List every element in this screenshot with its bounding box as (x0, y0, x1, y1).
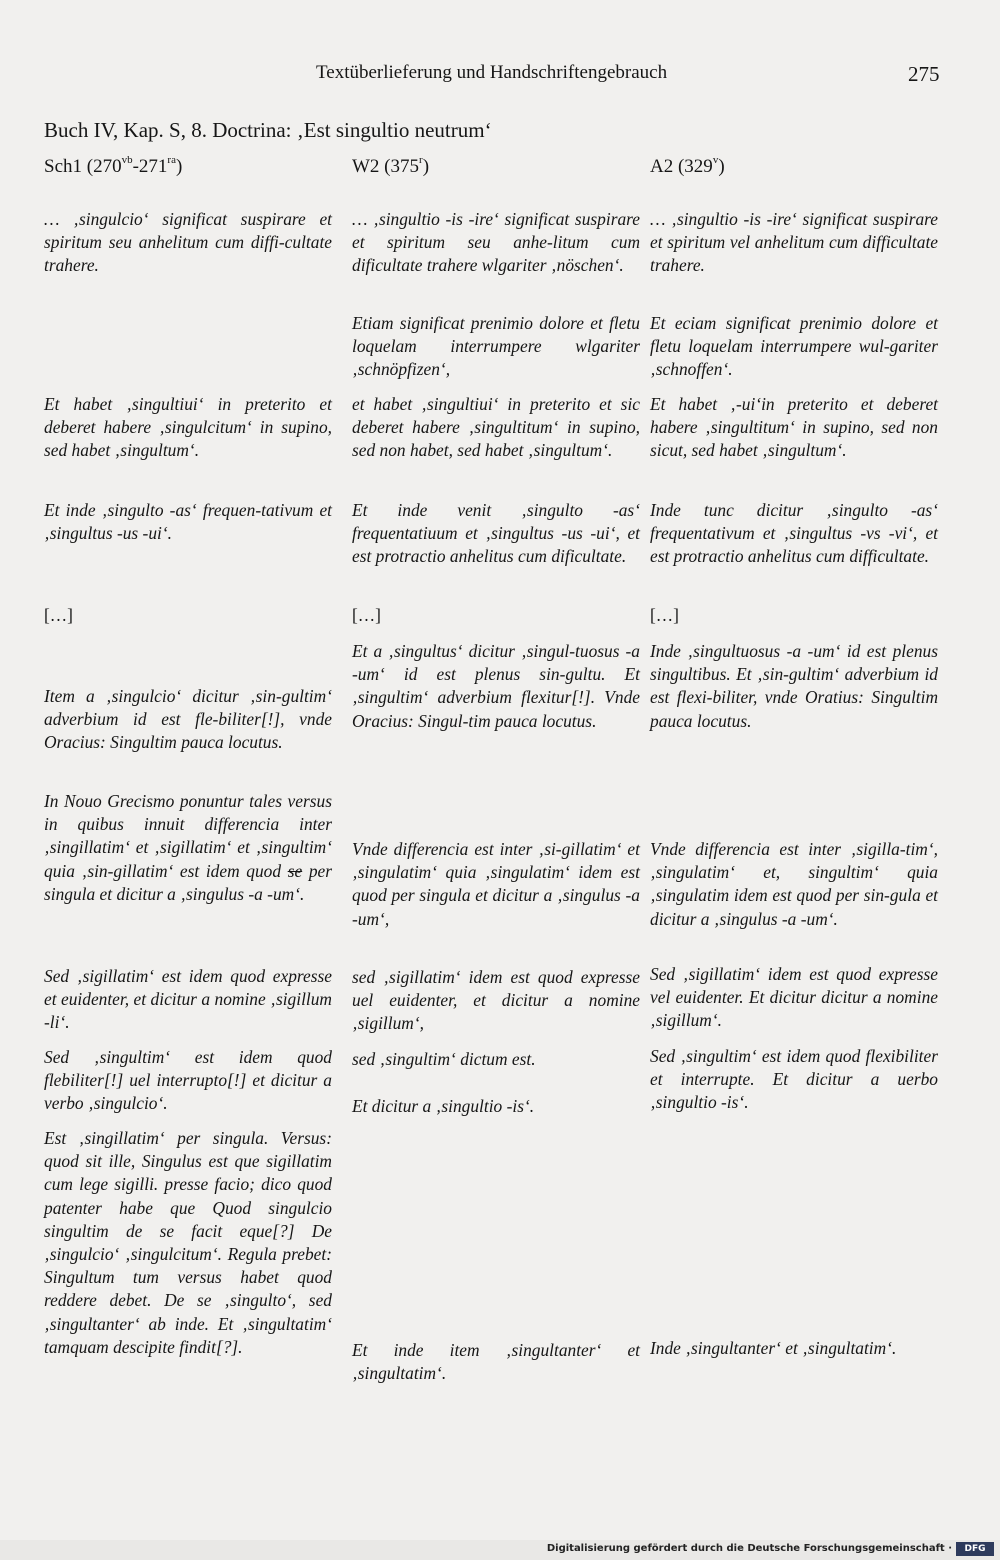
struck-word: se (287, 860, 303, 881)
column-heading-sch1: Sch1 $(270^{vb}-271^{ra})$ (44, 153, 183, 177)
text-block: Sed ‚sigillatim‘ est idem quod expresse et euidenter, et dicitur a nomine ‚sigillum -li‘. (44, 966, 332, 1033)
text-block: sed ‚singultim‘ dictum est. (352, 1049, 536, 1069)
text-block: Et a ‚singultus‘ dicitur ‚singul-tuosus -a -um‘ id est plenus sin-gultu. Et ‚singultim‘ adverbium flexitur[!]. Vnde Oracius: Singul-tim pauca locutus. (352, 641, 640, 731)
text-block: Inde ‚singultanter‘ et ‚singultatim‘. (650, 1338, 897, 1358)
dfg-logo: DFG (956, 1542, 994, 1556)
omission-mark: […] (352, 605, 381, 625)
page-number: 275 (908, 62, 940, 86)
text-block: … ‚singulcio‘ significat suspirare et spiritum seu anhelitum cum diffi-cultate trahere. (44, 209, 332, 276)
column-heading-w2: W2 (375$^r$) (352, 153, 430, 177)
text-block: Item a ‚singulcio‘ dicitur ‚sin-gultim‘ adverbium id est fle-biliter[!], vnde Oracius: Singultim pauca locutus. (44, 686, 332, 753)
text-block: In Nouo Grecismo ponuntur tales versus in quibus innuit differencia inter ‚singillatim‘ et ‚sigillatim‘ et ‚singultim‘ quia ‚sin-gillatim‘ est idem quod se per singula et dicitur a ‚singulus -a -um‘. (44, 791, 332, 904)
text-block: et habet ‚singultiui‘ in preterito et sic deberet habere ‚singultitum‘ in supino, sed non habet, sed habet ‚singultum‘. (352, 394, 640, 461)
text-block: Inde ‚singultuosus -a -um‘ id est plenus singultibus. Et ‚sin-gultim‘ adverbium id est flexi-biliter, vnde Oratius: Singultim pauca locutus. (650, 641, 938, 731)
text-block: Vnde differencia est inter ‚si-gillatim‘ et ‚singulatim‘ quia ‚singulatim‘ idem est quod per singula et dicitur a ‚singulus -a -um‘, (352, 839, 640, 929)
text-block: Etiam significat prenimio dolore et fletu loquelam interrumpere wlgariter ‚schnöpfizen‘, (352, 313, 640, 380)
running-title: Textüberlieferung und Handschriftengebrauch (316, 62, 668, 83)
digitization-footer (0, 1540, 1000, 1560)
section-title: Buch IV, Kap. S, 8. Doctrina: ‚Est singultio neutrum‘ (44, 118, 492, 142)
omission-mark: […] (650, 605, 679, 625)
text-block: Et inde venit ‚singulto -as‘ frequentatiuum et ‚singultus -us -ui‘, et est protractio anhelitus cum dificultate. (352, 500, 640, 567)
column-heading-a2: A2 (329$^v$) (650, 153, 725, 177)
text-block: sed ‚sigillatim‘ idem est quod expresse uel euidenter, et dicitur a nomine ‚sigillum‘, (352, 967, 640, 1034)
text-block: Et dicitur a ‚singultio -is‘. (352, 1096, 535, 1116)
text-block: Et habet ‚-ui‘in preterito et deberet habere ‚singultitum‘ in supino, sed non sicut, sed habet ‚singultum‘. (650, 394, 938, 461)
text-block: Inde tunc dicitur ‚singulto -as‘ frequentativum et ‚singultus -vs -vi‘, et est protractio anhelitus cum difficultate. (650, 500, 938, 567)
text-block: Et eciam significat prenimio dolore et fletu loquelam interrumpere wul-gariter ‚schnoffen‘. (650, 313, 938, 380)
text-block: … ‚singultio -is -ire‘ significat suspirare et spiritum vel anhelitum cum difficultate trahere. (650, 209, 938, 276)
text-block: Sed ‚singultim‘ est idem quod flebiliter[!] uel interrupto[!] et dicitur a verbo ‚singulcio‘. (44, 1047, 332, 1114)
text-block: Sed ‚sigillatim‘ idem est quod expresse vel euidenter. Et dicitur dicitur a nomine ‚sigillum‘. (650, 964, 938, 1031)
text-block: Et habet ‚singultiui‘ in preterito et deberet habere ‚singulcitum‘ in supino, sed habet ‚singultum‘. (44, 394, 332, 461)
running-head (0, 62, 1000, 92)
text-block: Et inde ‚singulto -as‘ frequen-tativum et ‚singultus -us -ui‘. (44, 500, 332, 544)
funding-credit: Digitalisierung gefördert durch die Deutsche Forschungsgemeinschaft · (546, 1543, 952, 1554)
omission-mark: […] (44, 605, 73, 625)
text-block: Vnde differencia est inter ‚sigilla-tim‘, ‚singulatim‘ et, singultim‘ quia ‚singulatim idem est quod per sin-gula et dicitur a ‚singulus -a -um‘. (650, 839, 938, 929)
text-block: Sed ‚singultim‘ est idem quod flexibiliter et interrupte. Et dicitur a uerbo ‚singultio -is‘. (650, 1046, 938, 1113)
text-block: … ‚singultio -is -ire‘ significat suspirare et spiritum seu anhe-litum cum dificultate trahere wlgariter ‚nöschen‘. (352, 209, 640, 276)
text-block: Est ‚singillatim‘ per singula. Versus: quod sit ille, Singulus est que sigillatim cum lege sigilli. presse facio; dico quod patenter habe que Quod singulcio singultim de se facit eque[?] De ‚singulcio‘ ‚singulcitum‘. Regula prebet: Singultum tum versus habet quod reddere debet. De se ‚singulto‘, sed ‚singultanter‘ ab inde. Et ‚singultatim‘ tamquam descipite findit[?]. (44, 1128, 332, 1357)
text-block: Et inde item ‚singultanter‘ et ‚singultatim‘. (352, 1340, 640, 1384)
